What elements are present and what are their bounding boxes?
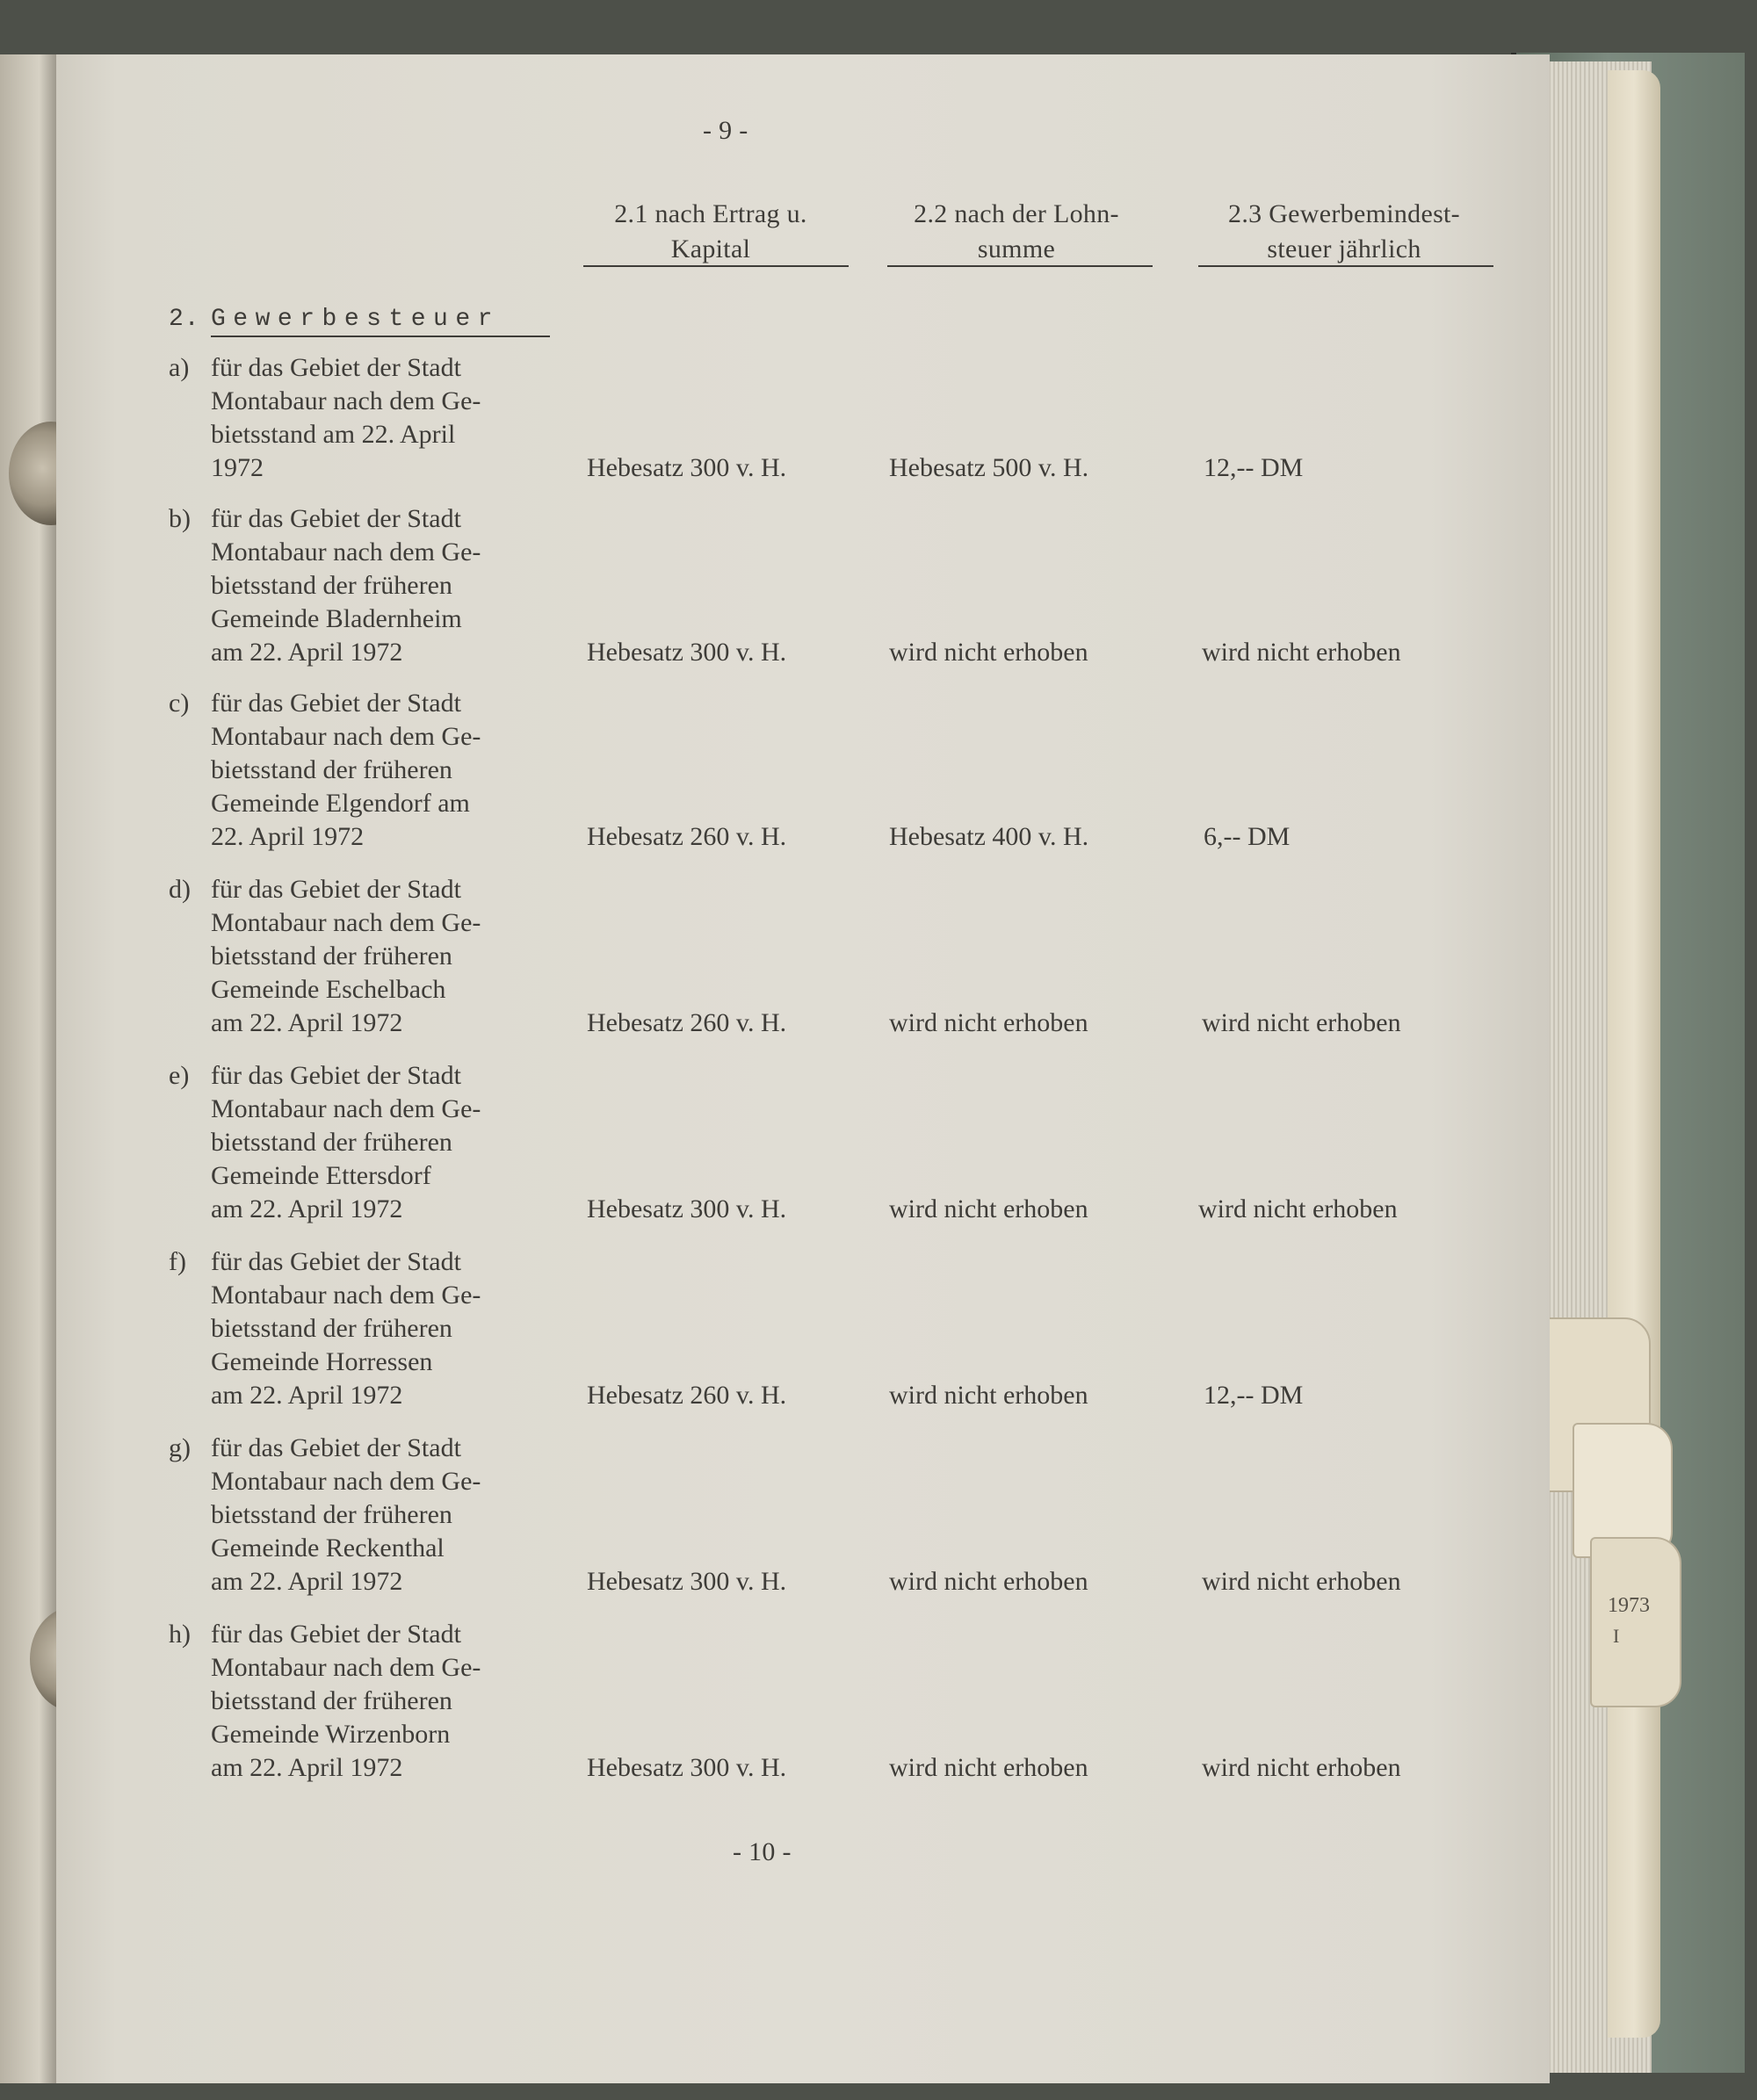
item-text-line: 1972: [211, 453, 264, 482]
cell-ertrag: Hebesatz 300 v. H.: [587, 638, 787, 667]
item-text-line: für das Gebiet der Stadt: [211, 689, 461, 718]
cell-mindeststeuer: 6,-- DM: [1204, 822, 1291, 851]
index-tab-label: I: [1613, 1625, 1620, 1647]
item-letter: h): [169, 1620, 191, 1649]
item-text-line: Gemeinde Eschelbach: [211, 975, 446, 1004]
item-text-line: Montabaur nach dem Ge-: [211, 538, 481, 566]
cell-ertrag: Hebesatz 260 v. H.: [587, 1008, 787, 1037]
item-text-line: Gemeinde Elgendorf am: [211, 789, 470, 818]
column-header-line: steuer jährlich: [1267, 235, 1421, 263]
section-title-underline: [211, 336, 550, 337]
item-text-line: für das Gebiet der Stadt: [211, 353, 461, 382]
item-letter: e): [169, 1061, 190, 1090]
cell-ertrag: Hebesatz 260 v. H.: [587, 822, 787, 851]
document-page: [56, 54, 1550, 2083]
section-number: 2.: [169, 306, 200, 333]
column-header-mindeststeuer: [1195, 197, 1493, 267]
cell-ertrag: Hebesatz 300 v. H.: [587, 1753, 787, 1782]
item-text-line: Gemeinde Bladernheim: [211, 604, 462, 633]
item-text-line: bietsstand am 22. April: [211, 420, 456, 449]
cell-lohnsumme: wird nicht erhoben: [889, 1567, 1088, 1596]
item-letter: b): [169, 504, 191, 533]
item-text-line: für das Gebiet der Stadt: [211, 1247, 461, 1276]
item-text-line: Montabaur nach dem Ge-: [211, 722, 481, 751]
cell-lohnsumme: Hebesatz 500 v. H.: [889, 453, 1089, 482]
column-header-ertrag: [575, 197, 847, 267]
item-text-line: für das Gebiet der Stadt: [211, 504, 461, 533]
cell-mindeststeuer: wird nicht erhoben: [1202, 1753, 1401, 1782]
section-title: Gewerbesteuer: [211, 306, 500, 333]
cell-lohnsumme: wird nicht erhoben: [889, 638, 1088, 667]
item-text-line: bietsstand der früheren: [211, 1128, 452, 1157]
item-text-line: für das Gebiet der Stadt: [211, 1061, 461, 1090]
cell-lohnsumme: Hebesatz 400 v. H.: [889, 822, 1089, 851]
cell-ertrag: Hebesatz 300 v. H.: [587, 1567, 787, 1596]
column-header-line: 2.2 nach der Lohn-: [914, 199, 1119, 228]
item-text-line: Montabaur nach dem Ge-: [211, 1467, 481, 1496]
item-text-line: für das Gebiet der Stadt: [211, 875, 461, 904]
column-header-underline: [1198, 265, 1493, 267]
item-text-line: für das Gebiet der Stadt: [211, 1433, 461, 1462]
column-header-underline: [583, 265, 849, 267]
cell-mindeststeuer: wird nicht erhoben: [1202, 1567, 1401, 1596]
item-text-line: 22. April 1972: [211, 822, 365, 851]
item-text-line: Gemeinde Wirzenborn: [211, 1720, 451, 1749]
page-number-top: - 9 -: [703, 116, 748, 145]
cell-mindeststeuer: 12,-- DM: [1204, 453, 1304, 482]
cell-lohnsumme: wird nicht erhoben: [889, 1753, 1088, 1782]
item-text-line: Gemeinde Reckenthal: [211, 1534, 445, 1562]
item-text-line: Gemeinde Horressen: [211, 1347, 433, 1376]
cell-lohnsumme: wird nicht erhoben: [889, 1194, 1088, 1223]
column-header-line: Kapital: [670, 235, 751, 263]
item-text-line: bietsstand der früheren: [211, 755, 452, 784]
cell-ertrag: Hebesatz 300 v. H.: [587, 1194, 787, 1223]
item-text-line: am 22. April 1972: [211, 1753, 403, 1782]
item-text-line: am 22. April 1972: [211, 1381, 403, 1410]
cell-lohnsumme: wird nicht erhoben: [889, 1008, 1088, 1037]
item-text-line: bietsstand der früheren: [211, 1314, 452, 1343]
cell-mindeststeuer: wird nicht erhoben: [1202, 638, 1401, 667]
item-text-line: Montabaur nach dem Ge-: [211, 1281, 481, 1310]
item-text-line: Montabaur nach dem Ge-: [211, 1653, 481, 1682]
cell-lohnsumme: wird nicht erhoben: [889, 1381, 1088, 1410]
cell-mindeststeuer: 12,-- DM: [1204, 1381, 1304, 1410]
cell-ertrag: Hebesatz 260 v. H.: [587, 1381, 787, 1410]
item-letter: f): [169, 1247, 186, 1276]
cell-ertrag: Hebesatz 300 v. H.: [587, 453, 787, 482]
item-text-line: bietsstand der früheren: [211, 1686, 452, 1715]
cell-mindeststeuer: wird nicht erhoben: [1202, 1008, 1401, 1037]
item-letter: g): [169, 1433, 191, 1462]
item-text-line: Montabaur nach dem Ge-: [211, 1094, 481, 1123]
index-tab-label: 1973: [1608, 1594, 1650, 1617]
item-text-line: am 22. April 1972: [211, 638, 403, 667]
index-tab-strip: [1608, 70, 1660, 2038]
column-header-lohnsumme: [880, 197, 1153, 267]
left-page-edge: [0, 54, 56, 2083]
item-text-line: Montabaur nach dem Ge-: [211, 386, 481, 415]
cell-mindeststeuer: wird nicht erhoben: [1198, 1194, 1398, 1223]
item-text-line: Gemeinde Ettersdorf: [211, 1161, 431, 1190]
index-tab: [1590, 1537, 1681, 1707]
item-letter: d): [169, 875, 191, 904]
item-text-line: Montabaur nach dem Ge-: [211, 908, 481, 937]
column-header-underline: [887, 265, 1153, 267]
page-number-bottom: - 10 -: [733, 1837, 792, 1866]
item-text-line: am 22. April 1972: [211, 1567, 403, 1596]
item-letter: a): [169, 353, 190, 382]
item-text-line: bietsstand der früheren: [211, 942, 452, 971]
column-header-line: 2.3 Gewerbemindest-: [1228, 199, 1460, 228]
column-header-line: 2.1 nach Ertrag u.: [614, 199, 807, 228]
item-letter: c): [169, 689, 190, 718]
column-header-line: summe: [977, 235, 1056, 263]
item-text-line: am 22. April 1972: [211, 1008, 403, 1037]
item-text-line: am 22. April 1972: [211, 1194, 403, 1223]
item-text-line: bietsstand der früheren: [211, 571, 452, 600]
item-text-line: für das Gebiet der Stadt: [211, 1620, 461, 1649]
item-text-line: bietsstand der früheren: [211, 1500, 452, 1529]
